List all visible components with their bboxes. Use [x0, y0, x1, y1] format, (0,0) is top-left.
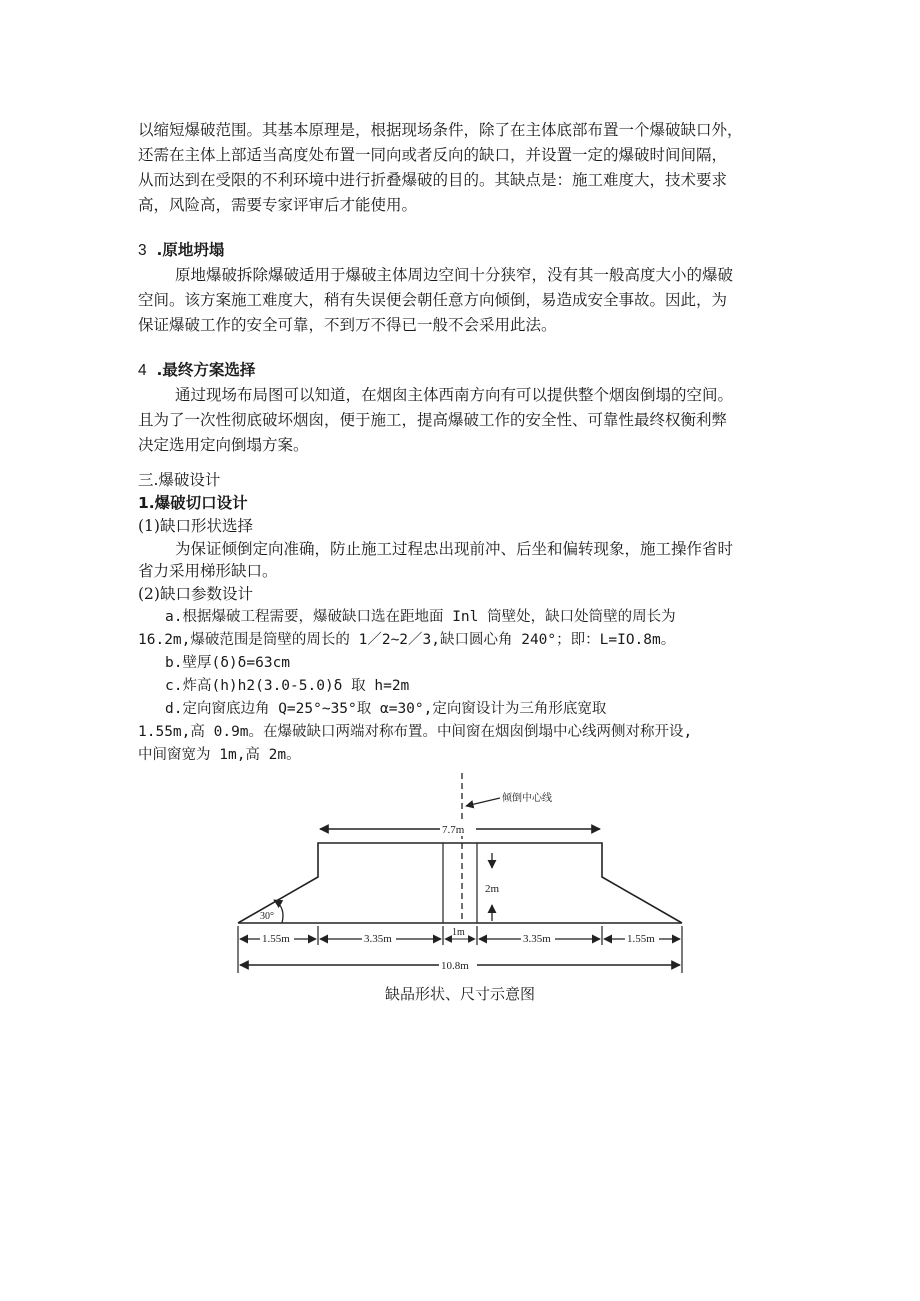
body-line: a.根据爆破工程需要，爆破缺口选在距地面 Inl 筒壁处，缺口处筒壁的周长为 [165, 609, 676, 625]
body-line: 省力采用梯形缺口。 [138, 562, 278, 580]
body-line: 高，风险高，需要专家评审后才能使用。 [138, 196, 418, 214]
figure-caption: 缺品形状、尺寸示意图 [384, 985, 535, 1003]
body-line: 1.55m,高 0.9m。在爆破缺口两端对称布置。中间窗在烟囱倒塌中心线两侧对称开设, [138, 724, 693, 740]
subsection-heading: 1.爆破切口设计 [138, 494, 248, 512]
angle-arc [274, 900, 283, 923]
body-line: 原地爆破拆除爆破适用于爆破主体周边空间十分狭窄，没有其一般高度大小的爆破 [175, 266, 734, 284]
item-title: (1)缺口形状选择 [138, 517, 253, 535]
height-label: 2m [485, 883, 500, 895]
body-line: 且为了一次性彻底破坏烟囱，便于施工，提高爆破工作的安全性、可靠性最终权衡利弊 [138, 411, 728, 429]
notch-outline [238, 843, 682, 923]
section-heading-4 [138, 358, 818, 383]
seg-mid-left-label: 3.35m [364, 933, 392, 945]
seg-left-label: 1.55m [262, 933, 290, 945]
body-line: 从而达到在受限的不利环境中进行折叠爆破的目的。其缺点是：施工难度大，技术要求 [138, 171, 728, 189]
body-line: 以缩短爆破范围。其基本原理是，根据现场条件，除了在主体底部布置一个爆破缺口外， [138, 121, 743, 139]
body-line: 还需在主体上部适当高度处布置一同向或者反向的缺口，并设置一定的爆破时间间隔， [138, 146, 728, 164]
seg-right-label: 1.55m [627, 933, 655, 945]
seg-mid-right-label: 3.35m [523, 933, 551, 945]
section-number: 4 [138, 362, 147, 379]
total-label: 10.8m [441, 960, 469, 972]
body-line: 保证爆破工作的安全可靠，不到万不得已一般不会采用此法。 [138, 316, 557, 334]
section-number: 3 [138, 242, 147, 259]
section-heading-3 [138, 238, 818, 263]
top-width-label: 7.7m [442, 824, 465, 836]
body-line: d.定向窗底边角 Q=25°~35°取 α=30°,定向窗设计为三角形底宽取 [165, 701, 607, 717]
center-line-label: 倾倒中心线 [502, 793, 552, 804]
seg-center-label: 1m [452, 927, 465, 938]
section-title: .最终方案选择 [156, 361, 256, 379]
body-line: 通过现场布局图可以知道，在烟囱主体西南方向有可以提供整个烟囱倒塌的空间。 [175, 386, 734, 404]
angle-label: 30° [260, 911, 274, 922]
body-line: 决定选用定向倒塌方案。 [138, 436, 309, 454]
chapter-heading: 三.爆破设计 [138, 471, 221, 489]
body-line: b.壁厚(δ)δ=63cm [165, 655, 291, 671]
section-title: .原地坍塌 [156, 241, 225, 259]
notch-diagram [230, 773, 690, 978]
item-title: (2)缺口参数设计 [138, 585, 253, 603]
body-line: 16.2m,爆破范围是筒壁的周长的 1／2~2／3,缺口圆心角 240°；即：L=IO.8m。 [138, 632, 676, 648]
center-line-pointer [466, 798, 500, 806]
body-line: 为保证倾倒定向准确，防止施工过程忠出现前冲、后坐和偏转现象，施工操作省时 [175, 540, 734, 558]
body-line: 中间窗宽为 1m,高 2m。 [138, 747, 301, 763]
body-line: c.炸高(h)h2(3.0-5.0)δ 取 h=2m [165, 678, 410, 694]
body-line: 空间。该方案施工难度大，稍有失误便会朝任意方向倾倒，易造成安全事故。因此，为 [138, 291, 728, 309]
